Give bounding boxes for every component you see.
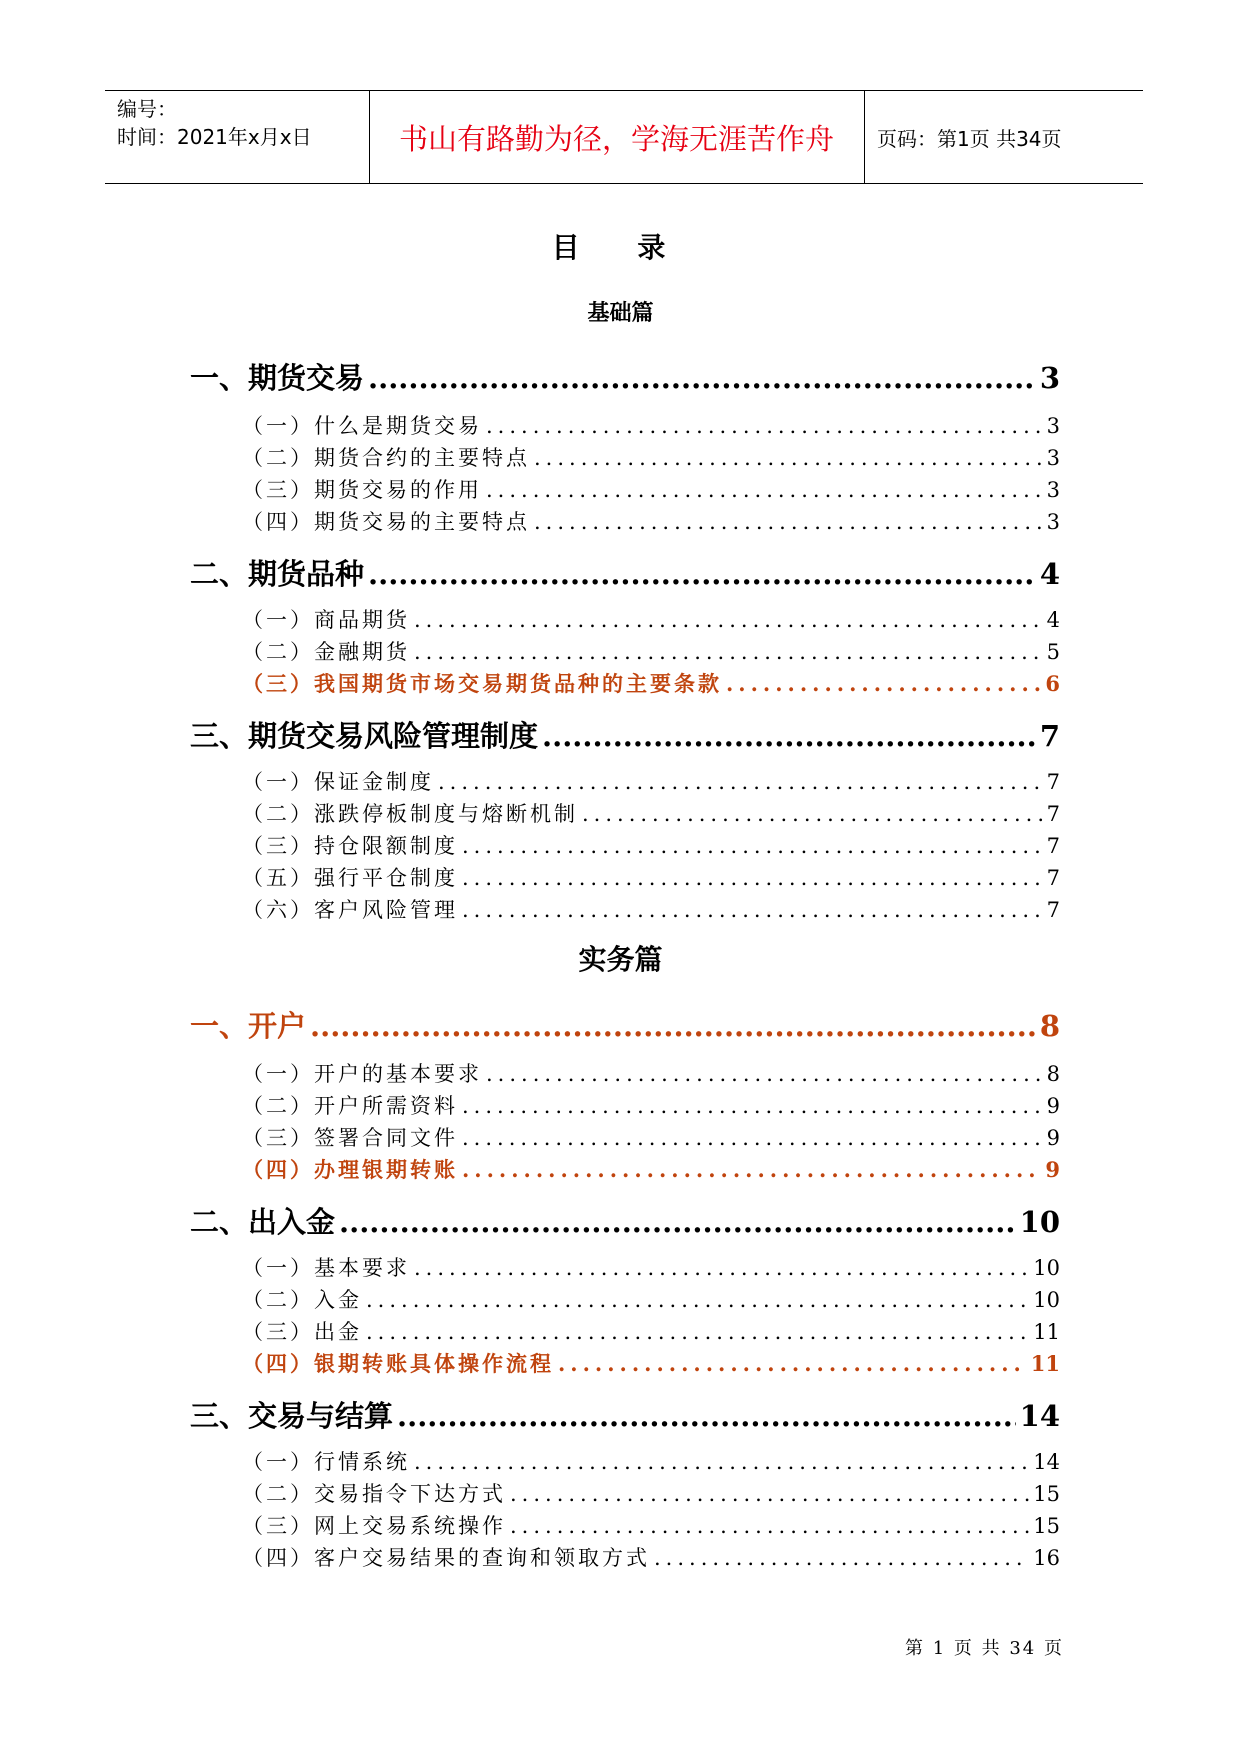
toc-entry-c1-4[interactable]: （四）期货交易的主要特点 ..... 3 xyxy=(242,506,1060,536)
toc-entry-p1-1[interactable]: （一）开户的基本要求 ..... 8 xyxy=(242,1058,1060,1088)
toc-entry-c3-5[interactable]: （六）客户风险管理 ..... 7 xyxy=(242,894,1060,924)
toc-entry-p3-4[interactable]: （四）客户交易结果的查询和领取方式 ..... 16 xyxy=(242,1542,1060,1572)
toc-entry-c3-3[interactable]: （三）持仓限额制度 ..... 7 xyxy=(242,830,1060,860)
page-footer: 第 1 页 共 34 页 xyxy=(905,1638,1064,1659)
toc-entry-p1[interactable]: 一、开户 ..... 8 xyxy=(190,1004,1060,1045)
toc-entry-p2-1[interactable]: （一）基本要求 ..... 10 xyxy=(242,1252,1060,1282)
toc-entry-c3-1[interactable]: （一）保证金制度 ..... 7 xyxy=(242,766,1060,796)
toc-entry-p1-2[interactable]: （二）开户所需资料 ..... 9 xyxy=(242,1090,1060,1120)
page-header xyxy=(105,90,1143,184)
header-motto: 书山有路勤为径，学海无涯苦作舟 xyxy=(398,121,834,156)
toc-entry-p3-2[interactable]: （二）交易指令下达方式 ..... 15 xyxy=(242,1478,1060,1508)
toc-entry-p3-3[interactable]: （三）网上交易系统操作 ..... 15 xyxy=(242,1510,1060,1540)
header-page-info: 页码：第1页 共34页 xyxy=(877,126,1062,151)
section-basic-heading: 基础篇 xyxy=(587,300,654,326)
toc-entry-c3-2[interactable]: （二）涨跌停板制度与熔断机制 ..... 7 xyxy=(242,798,1060,828)
header-page-cell xyxy=(865,91,1143,183)
toc-entry-c2-3[interactable]: （三）我国期货市场交易期货品种的主要条款 ..... 6 xyxy=(242,668,1060,698)
toc-entry-c3-4[interactable]: （五）强行平仓制度 ..... 7 xyxy=(242,862,1060,892)
toc-title: 目 录 xyxy=(551,231,690,264)
toc-entry-c1[interactable]: 一、期货交易 ..... 3 xyxy=(190,356,1060,397)
header-motto-cell xyxy=(369,91,865,183)
toc-entry-p1-3[interactable]: （三）签署合同文件 ..... 9 xyxy=(242,1122,1060,1152)
toc-entry-c3[interactable]: 三、期货交易风险管理制度 ..... 7 xyxy=(190,714,1060,755)
toc-entry-p1-4[interactable]: （四）办理银期转账 ..... 9 xyxy=(242,1154,1060,1184)
toc-entry-p2-2[interactable]: （二）入金 ..... 10 xyxy=(242,1284,1060,1314)
header-meta xyxy=(105,91,370,183)
toc-entry-p2-3[interactable]: （三）出金 ..... 11 xyxy=(242,1316,1060,1346)
toc-entry-c2[interactable]: 二、期货品种 ..... 4 xyxy=(190,552,1060,593)
toc-entry-p3[interactable]: 三、交易与结算 ..... 14 xyxy=(190,1394,1060,1435)
toc-entry-c2-2[interactable]: （二）金融期货 ..... 5 xyxy=(242,636,1060,666)
toc-entry-p2[interactable]: 二、出入金 ..... 10 xyxy=(190,1200,1060,1241)
toc-entry-c2-1[interactable]: （一）商品期货 ..... 4 xyxy=(242,604,1060,634)
doc-number-label: 编号： xyxy=(117,97,177,121)
toc-entry-p2-4[interactable]: （四）银期转账具体操作流程 ..... 11 xyxy=(242,1348,1060,1378)
toc-entry-p3-1[interactable]: （一）行情系统 ..... 14 xyxy=(242,1446,1060,1476)
toc-entry-c1-3[interactable]: （三）期货交易的作用 ..... 3 xyxy=(242,474,1060,504)
toc-entry-c1-1[interactable]: （一）什么是期货交易 ..... 3 xyxy=(242,410,1060,440)
doc-time-label: 时间：2021年x月x日 xyxy=(117,125,312,149)
toc-entry-c1-2[interactable]: （二）期货合约的主要特点 ..... 3 xyxy=(242,442,1060,472)
section-practice-heading: 实务篇 xyxy=(578,943,663,976)
